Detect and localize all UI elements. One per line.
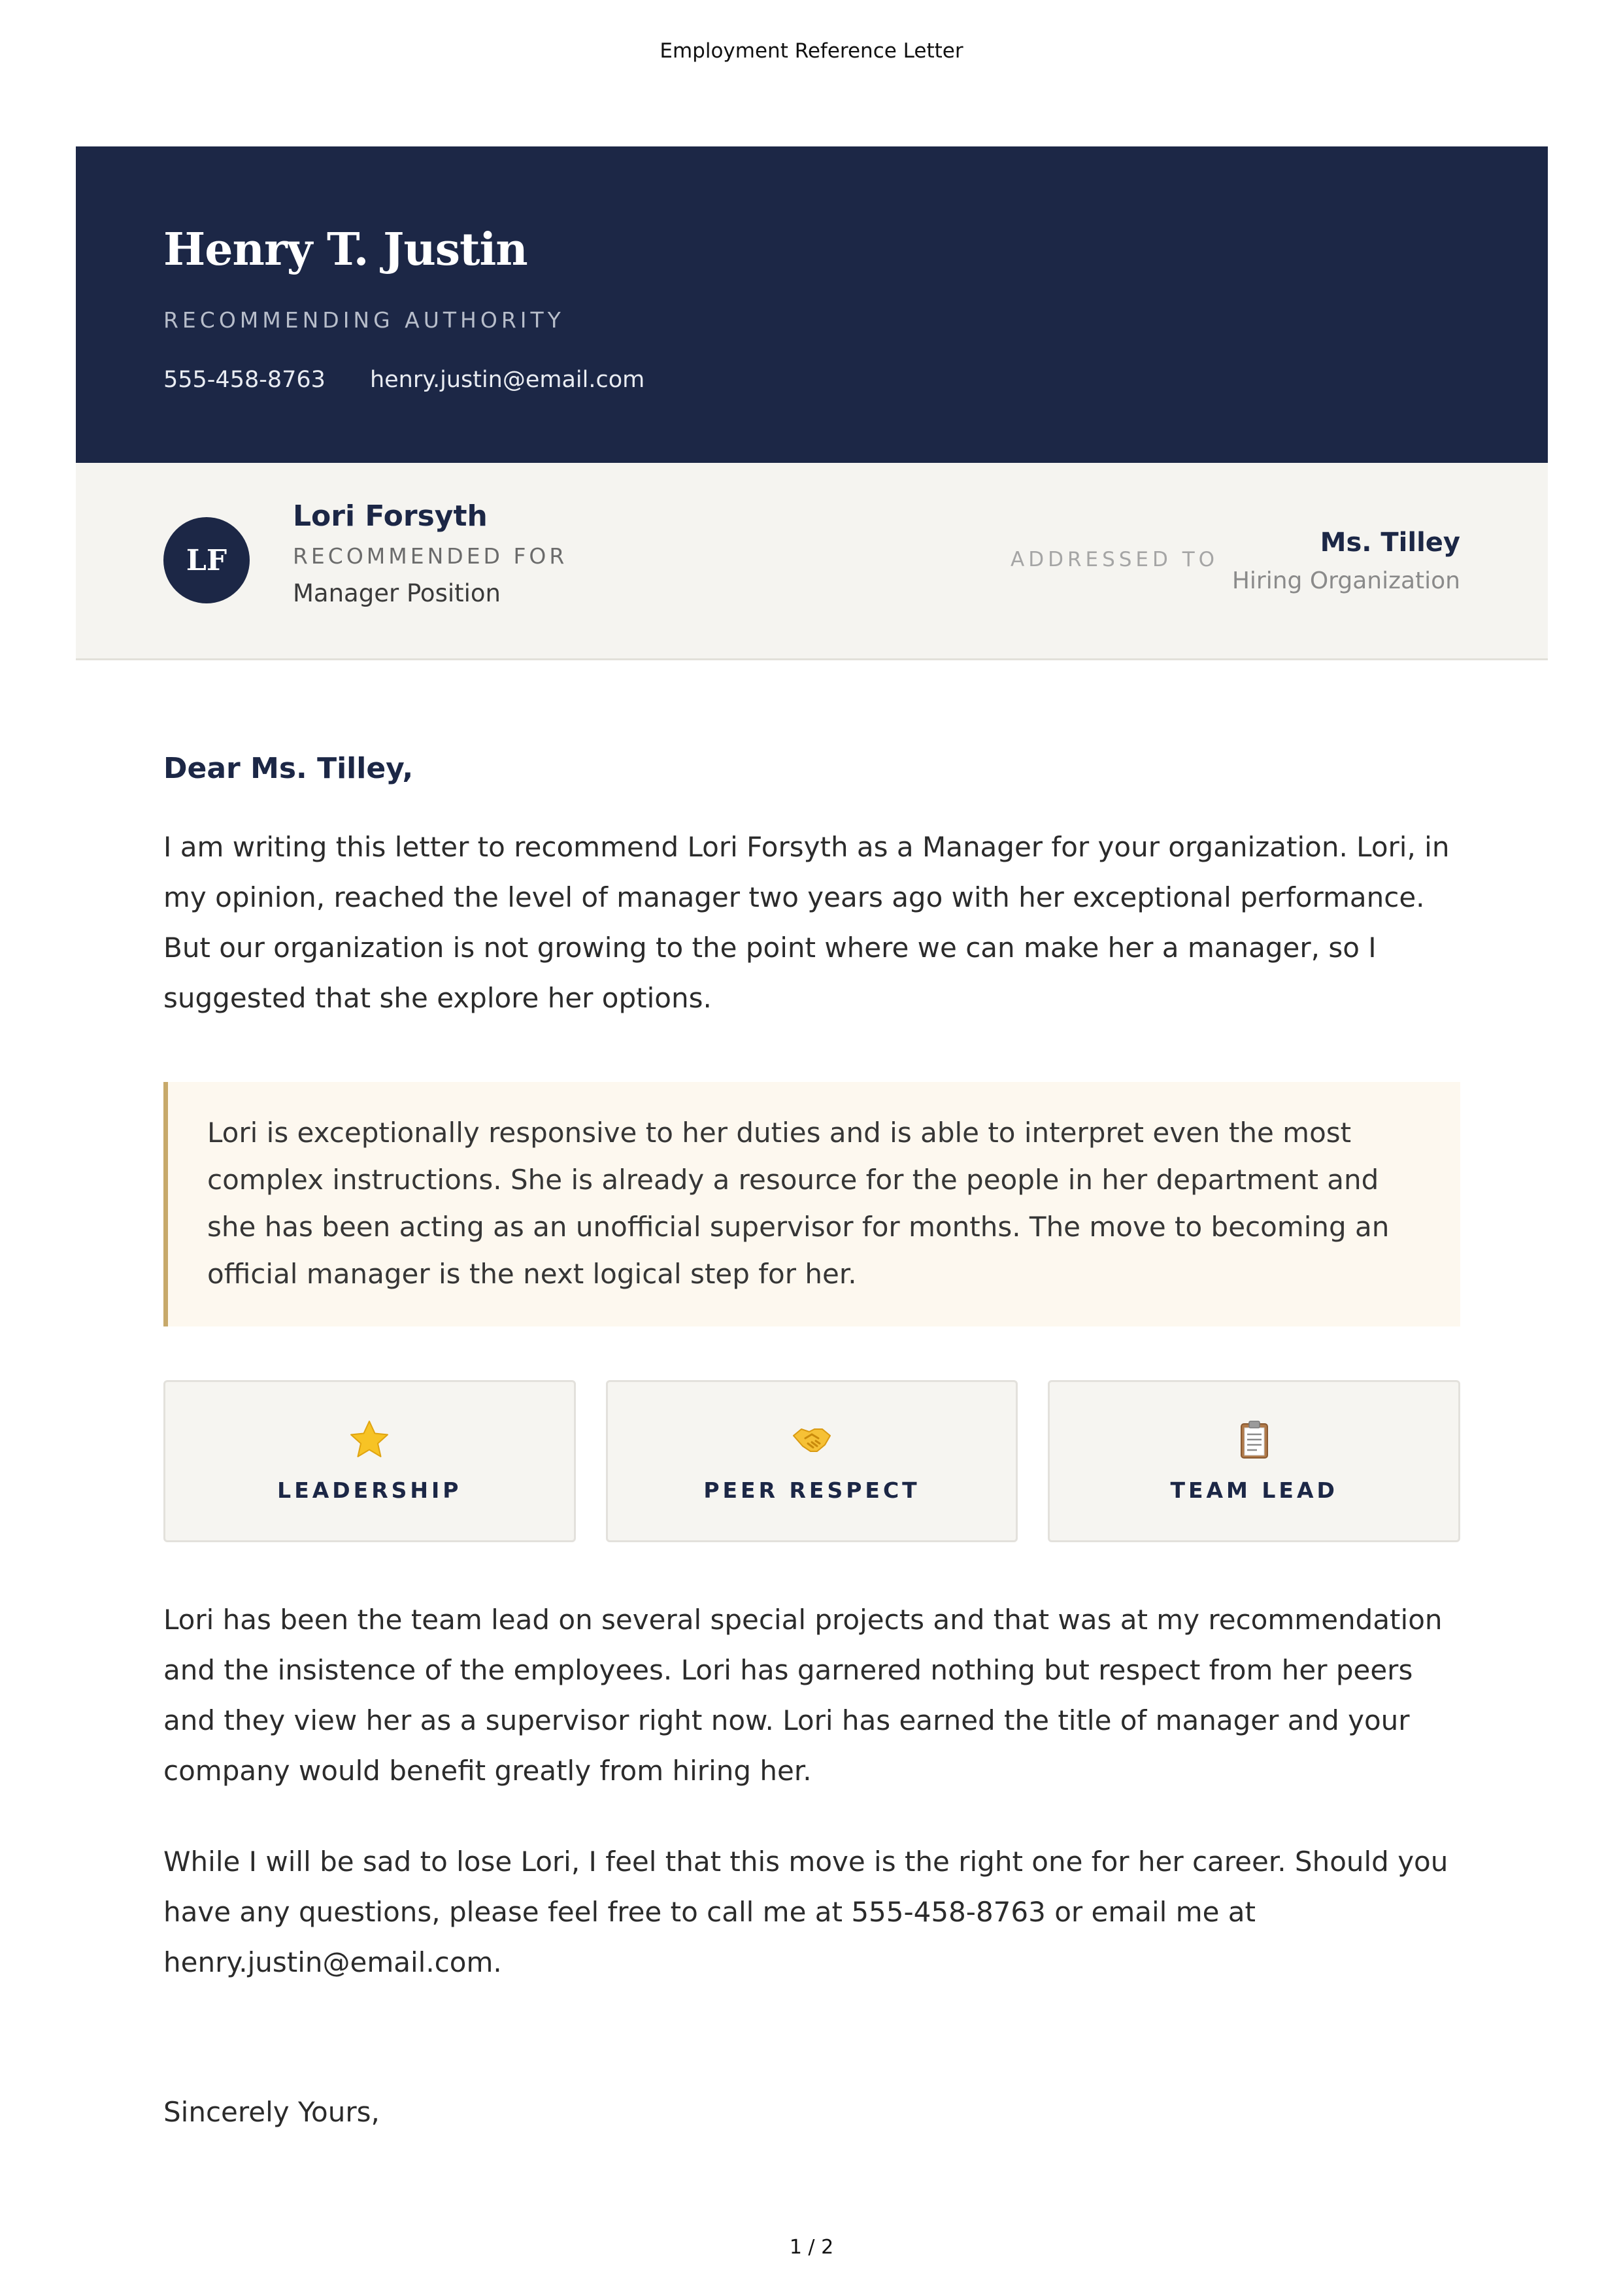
sender-contact — [163, 367, 1460, 393]
traits-row — [163, 1380, 1460, 1542]
trait-label: PEER RESPECT — [703, 1477, 920, 1503]
trait-label: LEADERSHIP — [277, 1477, 462, 1503]
print-header-title: Employment Reference Letter — [660, 39, 963, 63]
sender-phone: 555-458-8763 — [163, 367, 326, 393]
closing: Sincerely Yours, — [163, 2096, 380, 2128]
salutation: Dear Ms. Tilley, — [163, 752, 414, 785]
candidate-name: Lori Forsyth — [293, 499, 488, 533]
sender-name: Henry T. Justin — [163, 224, 527, 276]
paragraph-contact: While I will be sad to lose Lori, I feel that this move is the right one for her career. Should you have any questions, please feel free to call me at 555-458-8763 or email me at henry.justin@email.com. — [163, 1846, 1448, 1978]
trait-card-team-lead — [1048, 1380, 1460, 1542]
highlight-quote: Lori is exceptionally responsive to her duties and is able to interpret even the most complex instructions. She is already a resource for the people in her department and she has been acting as an unofficial supervisor for months. The move to becoming an official manager is the next logical step for her. — [163, 1082, 1460, 1326]
paragraph-intro: I am writing this letter to recommend Lori Forsyth as a Manager for your organization. Lori, in my opinion, reached the level of manager two years ago with her exceptional performance. But our organization is not growing to the point where we can make her a manager, so I suggested that she explore her options. — [163, 831, 1450, 1014]
addressee-name: Ms. Tilley — [1320, 528, 1460, 558]
clipboard-icon — [1233, 1419, 1275, 1460]
recommended-for-label: RECOMMENDED FOR — [293, 543, 568, 569]
handshake-icon — [791, 1419, 833, 1460]
trait-card-peer-respect — [606, 1380, 1018, 1542]
trait-card-leadership — [163, 1380, 576, 1542]
avatar: LF — [163, 517, 250, 603]
sender-role: RECOMMENDING AUTHORITY — [163, 307, 565, 333]
candidate-position: Manager Position — [293, 579, 501, 607]
candidate-block — [293, 499, 567, 607]
sender-email: henry.justin@email.com — [369, 367, 645, 393]
letter-body — [76, 752, 1548, 2128]
paragraph-team-lead: Lori has been the team lead on several special projects and that was at my recommendation and the insistence of the employees. Lori has garnered nothing but respect from her peers and they view her as a supervisor right now. Lori has earned the title of manager and your company would benefit greatly from hiring her. — [163, 1604, 1443, 1787]
addressee-block — [1232, 527, 1460, 594]
letter-sheet — [76, 146, 1548, 2128]
star-icon — [348, 1419, 390, 1460]
recipient-bar — [76, 463, 1548, 660]
addressee-org: Hiring Organization — [1231, 567, 1460, 594]
trait-label: TEAM LEAD — [1170, 1477, 1338, 1503]
page-number: 1 / 2 — [789, 2236, 834, 2259]
addressed-to-label: ADDRESSED TO — [1011, 548, 1219, 571]
sender-header — [76, 146, 1548, 463]
